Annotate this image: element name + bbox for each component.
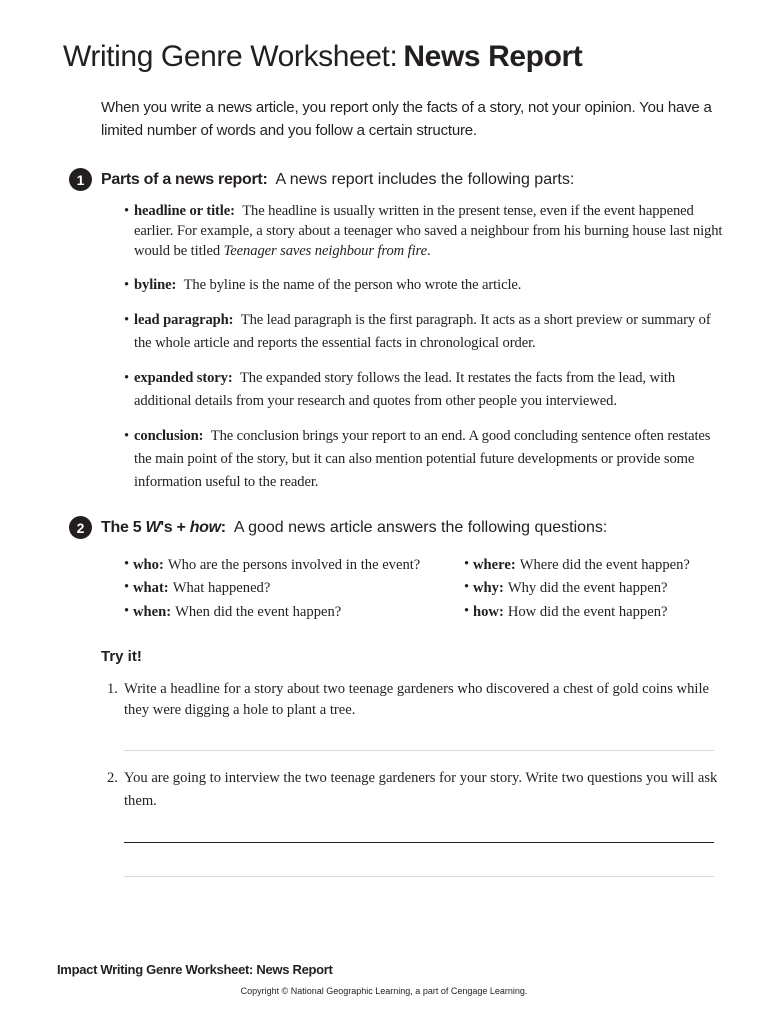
list-item: • when: When did the event happen? <box>124 604 341 620</box>
footer-title: Impact Writing Genre Worksheet: News Report <box>57 962 333 977</box>
list-item: • why: Why did the event happen? <box>464 580 667 596</box>
section-2-heading <box>69 516 607 539</box>
answer-line-2[interactable] <box>124 842 714 843</box>
list-item: • byline: The byline is the name of the person who wrote the article. <box>124 275 521 295</box>
section-1-heading <box>69 168 574 191</box>
try-it-heading: Try it! <box>101 648 142 665</box>
list-item: • headline or title: The headline is usually written in the present tense, even if the event happened earlier. For example, a story about a teenager who saved a neighbour from his burning house last night would be titled Teenager saves neighbour from fire. <box>124 201 724 261</box>
list-item: • expanded story: The expanded story follows the lead. It restates the facts from the lead, with additional details from your research and quotes from other people you interviewed. <box>124 367 724 413</box>
section-2-number: 2 <box>69 516 92 539</box>
list-item: • conclusion: The conclusion brings your report to an end. A good concluding sentence often restates the main point of the story, but it can also mention potential future developments or provide some information useful to the reader. <box>124 425 724 494</box>
answer-line-1[interactable] <box>124 750 714 751</box>
list-item: • lead paragraph: The lead paragraph is the first paragraph. It acts as a short preview or summary of the whole article and reports the essential facts in chronological order. <box>124 309 724 355</box>
answer-line-3[interactable] <box>124 876 714 877</box>
page-title-main: Writing Genre Worksheet: <box>63 40 398 73</box>
section-2-title: The 5 W's + how: <box>101 518 226 536</box>
section-1-title: Parts of a news report: <box>101 170 268 188</box>
question-2: 2. You are going to interview the two teenage gardeners for your story. Write two questions you will ask them. <box>107 770 718 809</box>
intro-paragraph: When you write a news article, you report only the facts of a story, not your opinion. You have a limited number of words and you follow a certain structure. <box>101 99 712 139</box>
section-2-text: A good news article answers the following questions: <box>233 518 608 536</box>
copyright-notice: Copyright © National Geographic Learning, a part of Cengage Learning. <box>240 986 528 996</box>
list-item: • what: What happened? <box>124 580 270 596</box>
question-1: 1. Write a headline for a story about two teenage gardeners who discovered a chest of gold coins while they were digging a hole to plant a tree. <box>107 681 709 718</box>
list-item: • where: Where did the event happen? <box>464 557 690 573</box>
page-title-bold: News Report <box>403 40 583 73</box>
page-title <box>63 40 582 74</box>
list-item: • how: How did the event happen? <box>464 604 667 620</box>
questions-grid <box>124 553 734 624</box>
section-1-number: 1 <box>69 168 92 191</box>
list-item: • who: Who are the persons involved in the event? <box>124 557 420 573</box>
section-1-text: A news report includes the following parts: <box>275 170 575 188</box>
